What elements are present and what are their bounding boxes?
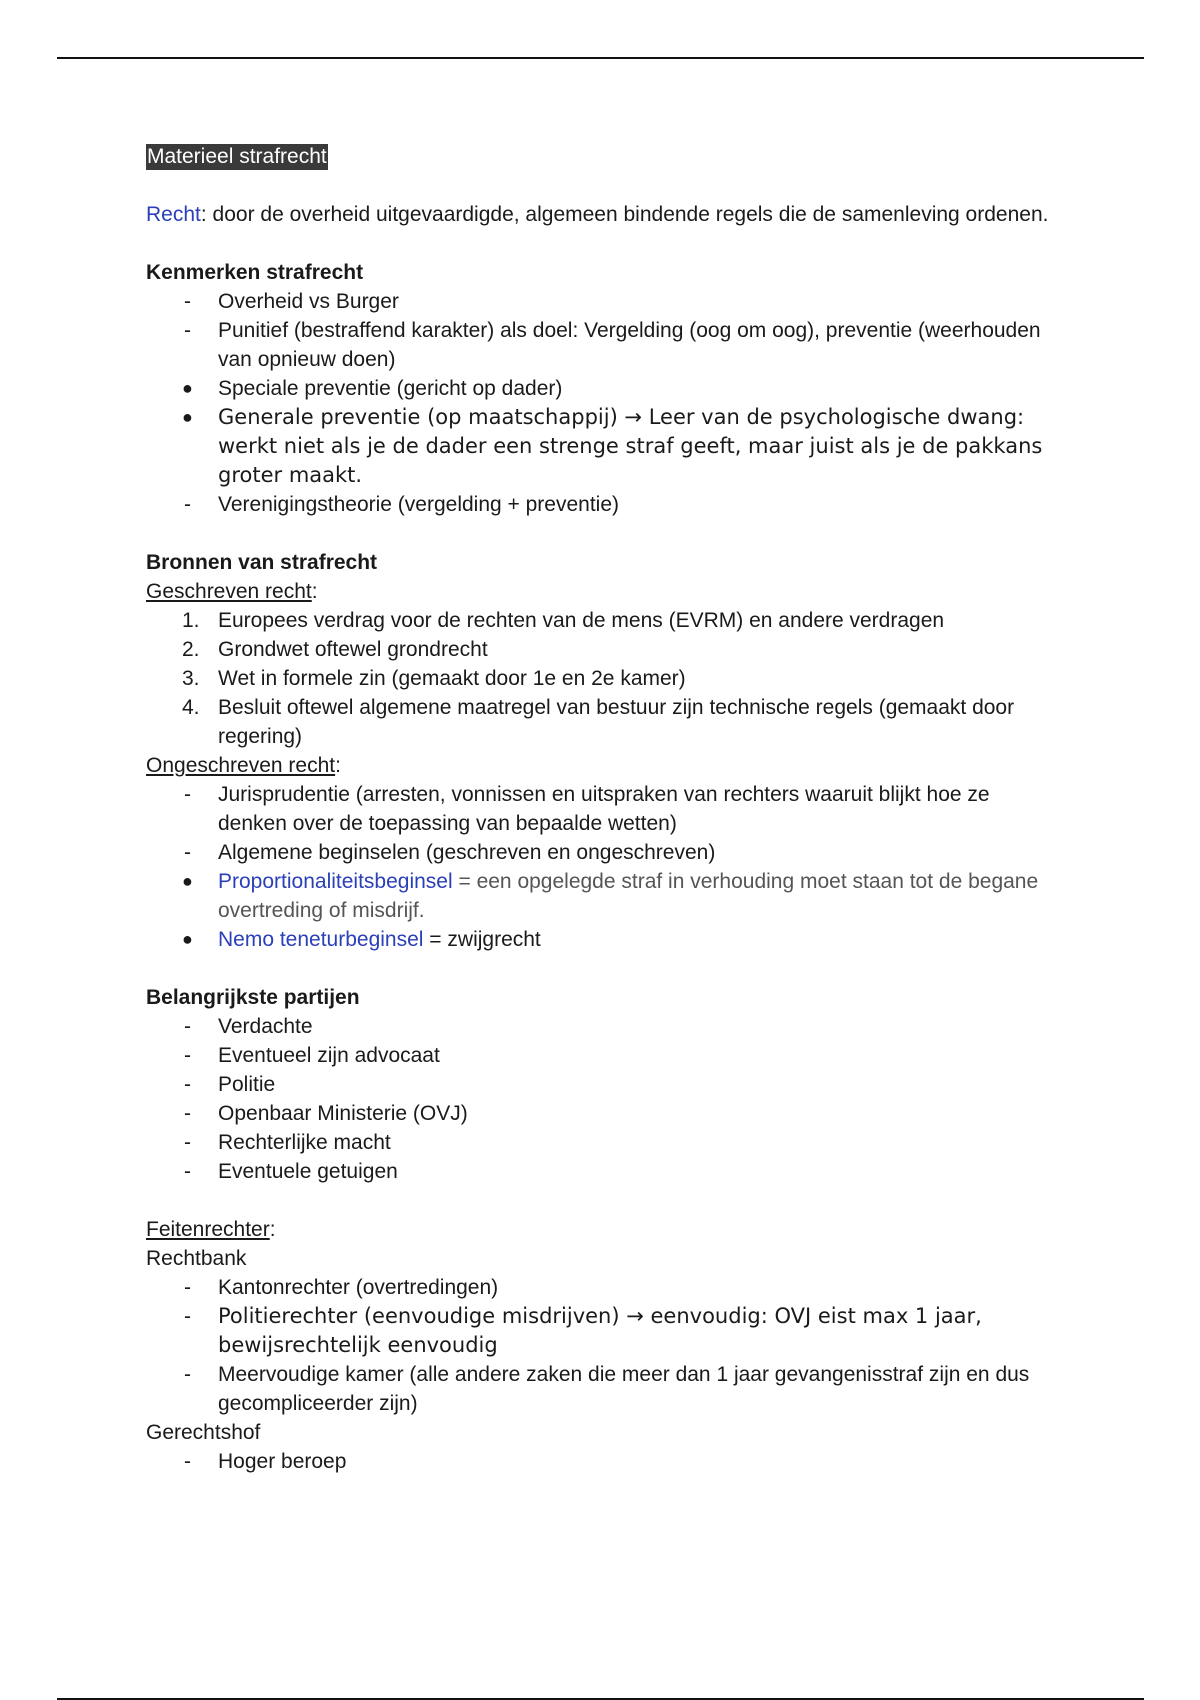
list-geschreven-recht <box>146 606 1056 751</box>
list-gerechtshof <box>146 1447 1056 1476</box>
list-rechtbank <box>146 1273 1056 1418</box>
list-item: - Verdachte <box>184 1015 313 1038</box>
list-item: - Eventueel zijn advocaat <box>184 1044 440 1067</box>
list-item: - Eventuele getuigen <box>184 1160 398 1183</box>
document-page <box>146 142 1056 1476</box>
label-rechtbank: Rechtbank <box>146 1247 247 1270</box>
label-ongeschreven-recht: Ongeschreven recht: <box>146 754 341 777</box>
definition-text: : door de overheid uitgevaardigde, algemeen bindende regels die de samenleving ordenen. <box>200 203 1049 226</box>
list-item: 4. Besluit oftewel algemene maatregel van bestuur zijn technische regels (gemaakt door regering) <box>182 696 1015 748</box>
list-item: - Verenigingstheorie (vergelding + preventie) <box>184 493 619 516</box>
list-item: - Meervoudige kamer (alle andere zaken die meer dan 1 jaar gevangenisstraf zijn en dus gecompliceerder zijn) <box>184 1363 1030 1415</box>
list-item: ● Nemo teneturbeginsel = zwijgrecht <box>182 928 541 951</box>
list-item: - Hoger beroep <box>184 1450 347 1473</box>
heading-kenmerken: Kenmerken strafrecht <box>146 261 364 284</box>
heading-bronnen: Bronnen van strafrecht <box>146 551 378 574</box>
list-kenmerken <box>146 287 1056 519</box>
list-item: - Politie <box>184 1073 276 1096</box>
label-feitenrechter: Feitenrechter: <box>146 1218 276 1241</box>
document-title: Materieel strafrecht <box>147 145 327 168</box>
list-item: - Politierechter (eenvoudige misdrijven) → eenvoudig: OVJ eist max 1 jaar, bewijsrechtelijk eenvoudig <box>184 1304 982 1357</box>
list-item: - Openbaar Ministerie (OVJ) <box>184 1102 468 1125</box>
list-item: 2. Grondwet oftewel grondrecht <box>182 638 488 661</box>
definition-recht <box>146 200 1056 229</box>
list-item: ● Generale preventie (op maatschappij) → Leer van de psychologische dwang: werkt niet als je de dader een strenge straf geeft, maar juist als je de pakkans groter maakt. <box>182 405 1043 487</box>
list-ongeschreven-recht <box>146 780 1056 954</box>
list-item: - Jurisprudentie (arresten, vonnissen en uitspraken van rechters waaruit blijkt hoe ze denken over de toepassing van bepaalde wetten) <box>184 783 990 835</box>
list-item: - Overheid vs Burger <box>184 290 399 313</box>
top-rule <box>57 57 1144 59</box>
list-partijen <box>146 1012 1056 1186</box>
list-item: - Kantonrechter (overtredingen) <box>184 1276 499 1299</box>
list-item: - Algemene beginselen (geschreven en ongeschreven) <box>184 841 716 864</box>
label-gerechtshof: Gerechtshof <box>146 1421 261 1444</box>
list-item: ● Speciale preventie (gericht op dader) <box>182 377 563 400</box>
definition-term: Recht <box>146 203 201 226</box>
list-item: ● Proportionaliteitsbeginsel = een opgelegde straf in verhouding moet staan tot de begane overtreding of misdrijf. <box>182 870 1039 922</box>
list-item: - Punitief (bestraffend karakter) als doel: Vergelding (oog om oog), preventie (weerhouden van opnieuw doen) <box>184 319 1041 371</box>
label-geschreven-recht: Geschreven recht: <box>146 580 318 603</box>
list-item: 1. Europees verdrag voor de rechten van de mens (EVRM) en andere verdragen <box>182 609 945 632</box>
heading-partijen: Belangrijkste partijen <box>146 986 360 1009</box>
list-item: 3. Wet in formele zin (gemaakt door 1e en 2e kamer) <box>182 667 686 690</box>
list-item: - Rechterlijke macht <box>184 1131 391 1154</box>
